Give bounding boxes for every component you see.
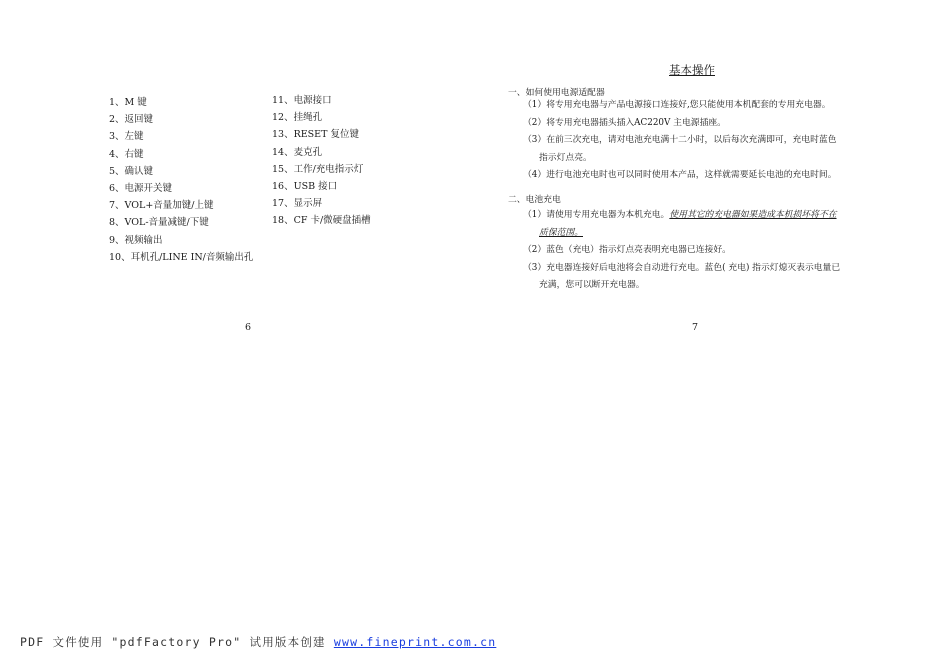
list-item: 8、VOL-音量减键/下键 (109, 217, 209, 229)
page-number-left: 6 (245, 322, 252, 333)
list-item: 13、RESET 复位键 (272, 129, 359, 141)
page-number-right: 7 (692, 322, 699, 333)
list-item: 6、电源开关键 (109, 183, 173, 195)
list-item: 1、M 键 (109, 97, 147, 108)
list-item: 16、USB 接口 (272, 181, 338, 193)
list-item: 3、左键 (109, 131, 144, 143)
list-item: 14、麦克孔 (272, 146, 323, 158)
list-item: 10、耳机孔/LINE IN/音频输出孔 (109, 251, 254, 263)
instruction-line: （1）请使用专用充电器为本机充电。 (523, 210, 670, 220)
instruction-line: （2）将专用充电器插头插入AC220V 主电源插座。 (523, 117, 726, 128)
list-item: 11、电源接口 (272, 95, 332, 106)
instruction-line: 指示灯点亮。 (539, 152, 592, 163)
list-item: 2、返回键 (109, 114, 154, 126)
fineprint-link[interactable]: www.fineprint.com.cn (333, 635, 497, 649)
list-item: 17、显示屏 (272, 198, 323, 210)
key-list-column-1 (109, 94, 253, 266)
section-heading-battery-charging: 二、电池充电 (508, 195, 561, 205)
footer-text: PDF 文件使用 "pdfFactory Pro" 试用版本创建 (20, 635, 334, 649)
instruction-line: （1）将专用充电器与产品电源接口连接好,您只能使用本机配套的专用充电器。 (523, 100, 831, 110)
instruction-line: （2）蓝色（充电）指示灯点亮表明充电器已连接好。 (523, 245, 731, 255)
warranty-warning: 质保范围。 (539, 227, 583, 238)
instruction-line: （3）充电器连接好后电池将会自动进行充电。蓝色( 充电) 指示灯熄灭表示电量已 (523, 262, 841, 273)
warranty-warning: 使用其它的充电器如果造成本机损坏将不在 (669, 210, 837, 220)
page-title: 基本操作 (669, 63, 715, 77)
list-item: 12、挂绳孔 (272, 112, 323, 124)
instruction-line: 充满，您可以断开充电器。 (539, 280, 645, 290)
list-item: 9、视频输出 (109, 234, 163, 246)
list-item: 5、确认键 (109, 165, 154, 177)
instruction-line: （4）进行电池充电时也可以同时使用本产品，这样就需要延长电池的充电时间。 (523, 170, 837, 180)
pdf-footer (20, 634, 496, 650)
list-item: 7、VOL+音量加键/上键 (109, 200, 214, 212)
list-item: 15、工作/充电指示灯 (272, 163, 364, 175)
paragraph (523, 207, 883, 295)
paragraph (523, 97, 883, 185)
key-list-column-2 (272, 92, 371, 230)
section-heading-power-adapter: 一、如何使用电源适配器 (508, 88, 605, 98)
list-item: 18、CF 卡/微硬盘插槽 (272, 215, 371, 227)
list-item: 4、右键 (109, 148, 144, 160)
instruction-line: （3）在前三次充电，请对电池充电满十二小时，以后每次充满即可，充电时蓝色 (523, 135, 837, 145)
